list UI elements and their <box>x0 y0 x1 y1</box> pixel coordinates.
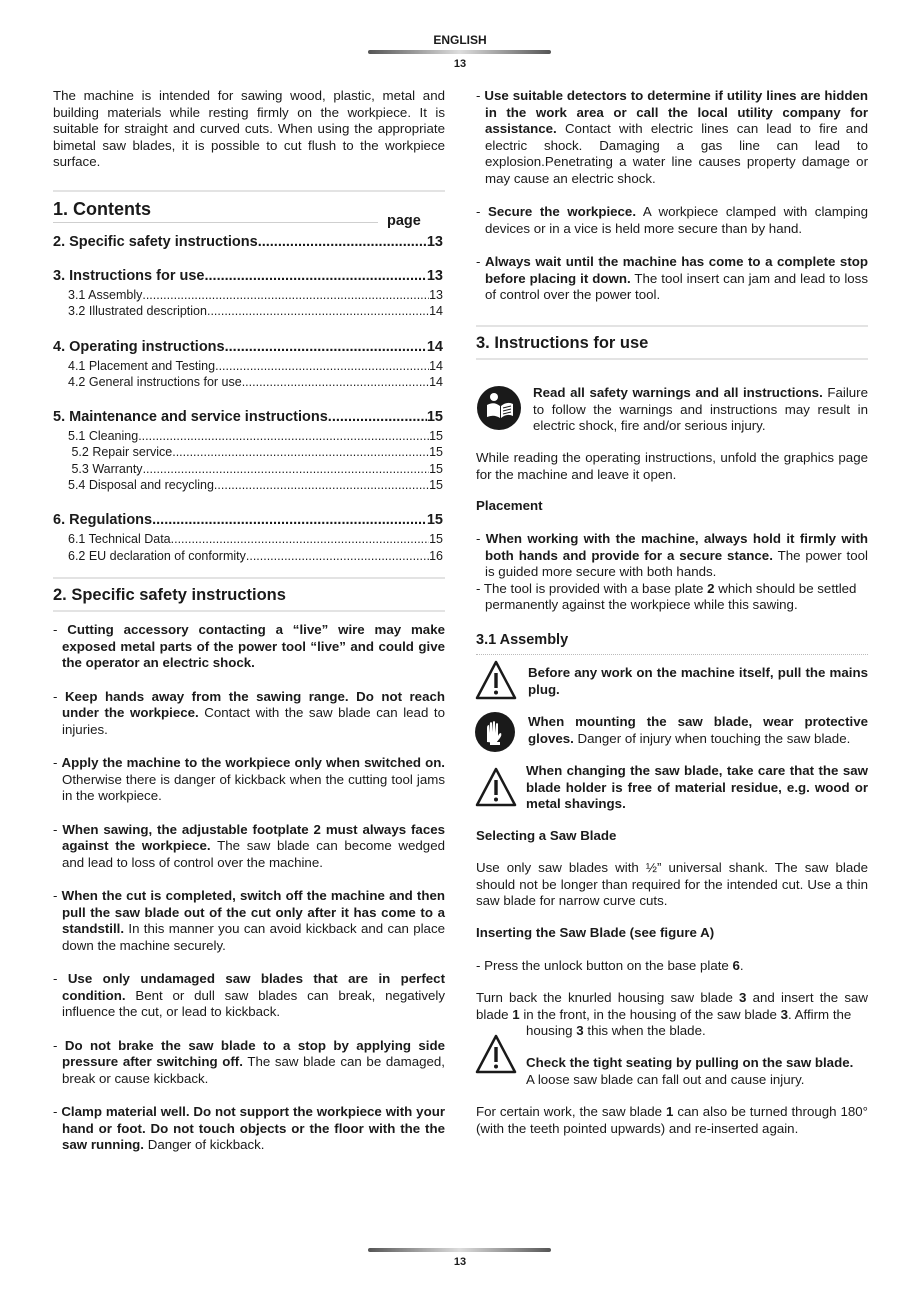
toc-entry[interactable]: 3. Instructions for use ..... 13 <box>53 268 443 288</box>
warning-triangle-icon <box>474 766 518 808</box>
safety-item: - When sawing, the adjustable footplate 2 must always faces against the workpiece. The saw blade can become wedged and lead to loss of control over the machine. <box>53 821 445 870</box>
safety-item: - Secure the workpiece. A workpiece clamped with clamping devices or in a vice is held more secure than by hand. <box>476 204 869 236</box>
intro-paragraph: The machine is intended for sawing wood, plastic, metal and building materials while resting firmly on the workpiece. It is suitable for straight and curved cuts. When using the appropriate bimetal saw blades, it is possible to cut flush to the workpiece surface. <box>53 88 445 169</box>
toc-entry[interactable]: 5.4 Disposal and recycling ..... 15 <box>53 478 443 494</box>
toc-entry[interactable]: 2. Specific safety instructions ..... 13 <box>53 234 443 254</box>
toc-entry[interactable]: 6.2 EU declaration of conformity ..... 16 <box>53 549 443 565</box>
safety-item: - Use only undamaged saw blades that are in perfect condition. Bent or dull saw blades can break, negatively influence the cut, or lead to kickback. <box>53 971 446 1019</box>
safety-item: - Clamp material well. Do not support the workpiece with your hand or foot. Do not touch objects or the floor with the the saw running. Danger of kickback. <box>53 1104 445 1152</box>
inserting-step-1: - Press the unlock button on the base plate 6. <box>476 958 744 973</box>
safety-item: - Keep hands away from the sawing range. Do not reach under the workpiece. Contact with the saw blade can lead to injuries. <box>53 688 445 737</box>
toc-entry[interactable]: 3.2 Illustrated description ..... 14 <box>53 304 443 320</box>
blade-holder-warning: When changing the saw blade, take care that the saw blade holder is free of material residue, e.g. wood or metal shavings. <box>526 763 868 811</box>
read-instructions-warning: Read all safety warnings and all instructions. Failure to follow the warnings and instructions may result in electric shock, fire and/or serious injury. <box>533 385 869 433</box>
turn-back-paragraph-end: housing 3 this when the blade. <box>526 1023 706 1038</box>
table-of-contents <box>53 234 443 565</box>
unplug-warning: Before any work on the machine itself, pull the mains plug. <box>528 665 868 697</box>
safety-list-continued <box>476 88 868 304</box>
page-number-top: 13 <box>453 58 467 70</box>
placement-title: Placement <box>476 498 543 513</box>
assembly-title: 3.1 Assembly <box>476 632 569 648</box>
toc-entry[interactable]: 4.1 Placement and Testing ..... 14 <box>53 359 443 375</box>
placement-item: - The tool is provided with a base plate 2 which should be settled permanently against the workpiece while this sawing. <box>476 580 857 612</box>
page-number-bottom: 13 <box>453 1256 467 1268</box>
contents-title: 1. Contents <box>53 199 152 219</box>
safety-item: - Always wait until the machine has come to a complete stop before placing it down. The tool insert can jam and lead to loss of control over the power tool. <box>476 254 868 302</box>
turn-blade-paragraph: For certain work, the saw blade 1 can also be turned through 180° (with the teeth pointed upwards) and re-inserted again. <box>476 1104 868 1136</box>
toc-entry[interactable]: 6. Regulations ..... 15 <box>53 512 443 532</box>
footer-divider <box>368 1248 551 1252</box>
selecting-blade-text: Use only saw blades with ½” universal shank. The saw blade should not be longer than required for the intended cut. Use a thin saw blade for narrow curve cuts. <box>476 860 868 908</box>
gloves-warning: When mounting the saw blade, wear protective gloves. Danger of injury when touching the saw blade. <box>528 714 868 746</box>
toc-entry[interactable]: 4.2 General instructions for use ..... 14 <box>53 375 443 391</box>
placement-item: - When working with the machine, always hold it firmly with both hands and provide for a secure stance. The power tool is guided more secure with both hands. <box>476 531 868 579</box>
dotted-divider <box>476 654 868 655</box>
toc-entry[interactable]: 4. Operating instructions ..... 14 <box>53 339 443 359</box>
header-divider <box>368 50 551 54</box>
toc-entry[interactable]: 5.2 Repair service ..... 15 <box>53 445 443 461</box>
contents-underline <box>53 222 378 223</box>
divider <box>476 325 868 327</box>
warning-triangle-icon <box>474 1033 518 1075</box>
safety-item: - Do not brake the saw blade to a stop by applying side pressure after switching off. The saw blade can be damaged, break or cause kickback. <box>53 1037 445 1086</box>
safety-item: - When the cut is completed, switch off the machine and then pull the saw blade out of the cut only after it has come to a standstill. In this manner you can avoid kickback and can place down the machine securely. <box>53 888 446 953</box>
page-column-label: page <box>387 213 421 229</box>
safety-item: - Apply the machine to the workpiece only when switched on. Otherwise there is danger of kickback when the cutting tool jams in the workpiece. <box>53 755 446 803</box>
toc-entry[interactable]: 5. Maintenance and service instructions ..... 15 <box>53 409 443 429</box>
language-header: ENGLISH <box>433 33 487 47</box>
inserting-blade-title: Inserting the Saw Blade (see figure A) <box>476 925 715 940</box>
warning-triangle-icon <box>474 659 518 701</box>
section-3-title: 3. Instructions for use <box>476 334 649 352</box>
safety-item: - Use suitable detectors to determine if utility lines are hidden in the work area or call the local utility company for assistance. Contact with electric lines can lead to fire and electric shock. Damaging a gas line can lead to explosion.Penetrating a water line causes property damage or may cause an electric shock. <box>476 88 868 186</box>
turn-back-paragraph: Turn back the knurled housing saw blade 3 and insert the saw blade 1 in the front, in the housing of the saw blade 3. Affirm the <box>476 990 868 1022</box>
divider <box>476 358 868 360</box>
safety-item: - Cutting accessory contacting a “live” wire may make exposed metal parts of the power tool “live” and could give the operator an electric shock. <box>53 622 445 670</box>
toc-entry[interactable]: 6.1 Technical Data ..... 15 <box>53 532 443 548</box>
tight-seating-warning: Check the tight seating by pulling on the saw blade. A loose saw blade can fall out and cause injury. <box>526 1055 854 1087</box>
selecting-blade-title: Selecting a Saw Blade <box>476 828 617 843</box>
toc-entry[interactable]: 5.1 Cleaning ..... 15 <box>53 429 443 445</box>
divider <box>53 190 445 192</box>
section-2-title: 2. Specific safety instructions <box>53 586 286 604</box>
read-manual-icon <box>476 385 522 431</box>
toc-entry[interactable]: 5.3 Warranty ..... 15 <box>53 462 443 478</box>
gloves-icon <box>474 711 516 753</box>
divider <box>53 577 445 579</box>
placement-list <box>476 531 868 614</box>
unfold-paragraph: While reading the operating instructions, unfold the graphics page for the machine and leave it open. <box>476 450 868 482</box>
divider <box>53 610 445 612</box>
toc-entry[interactable]: 3.1 Assembly ..... 13 <box>53 288 443 304</box>
safety-list <box>53 622 445 1154</box>
